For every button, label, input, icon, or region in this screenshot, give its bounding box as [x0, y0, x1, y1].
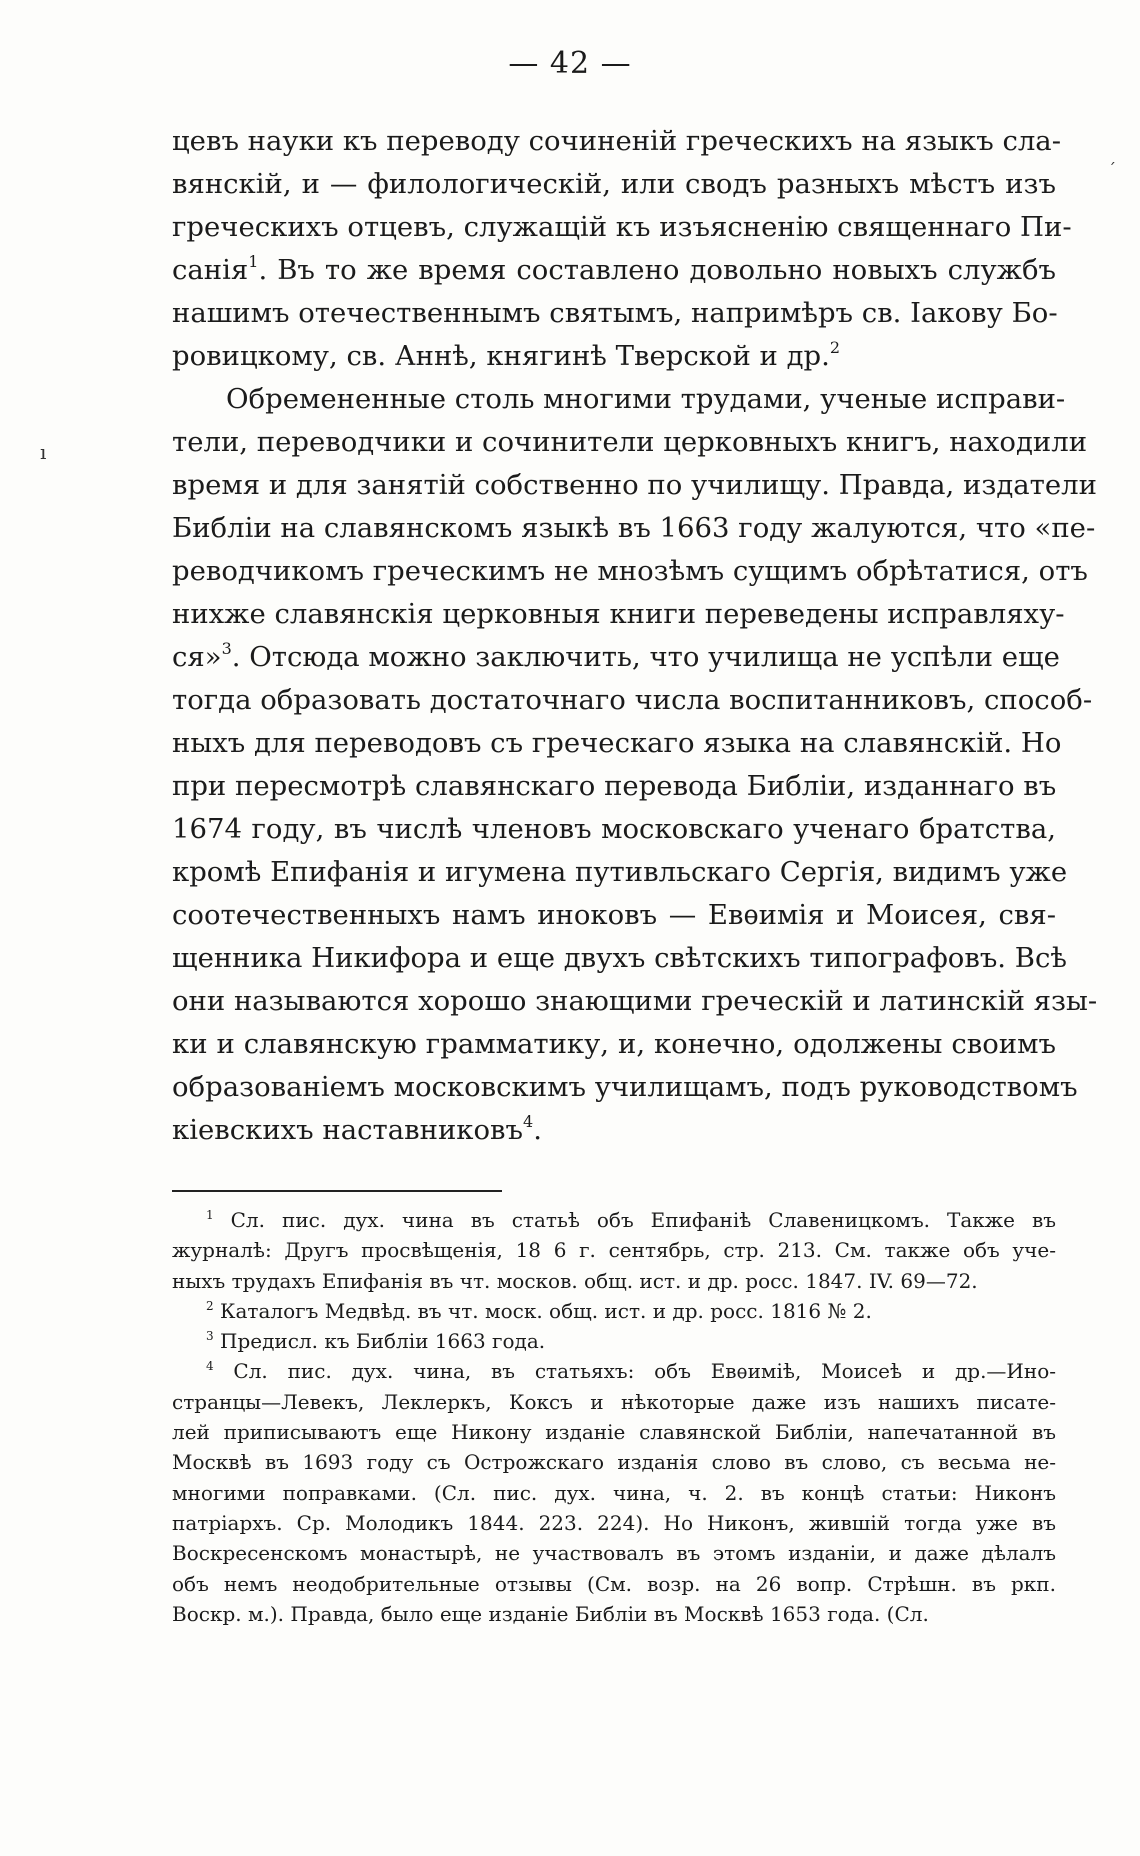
footnote-line-text: Сл. пис. дух. чина, въ статьяхъ: объ Евѳиміѣ, Моисеѣ и др.—Ино- — [213, 1359, 1056, 1384]
body-line — [172, 765, 1056, 808]
body-line-text: 1674 году, въ числѣ членовъ московскаго ученаго братства, — [172, 813, 1056, 845]
footnote-line — [172, 1447, 1056, 1477]
body-line-text: тогда образовать достаточнаго числа воспитанниковъ, способ- — [172, 684, 1093, 716]
footnote-line — [172, 1538, 1056, 1568]
body-line-text: ки и славянскую грамматику, и, конечно, одолжены своимъ — [172, 1028, 1056, 1060]
body-line-text: время и для занятій собственно по училищу. Правда, издатели — [172, 469, 1097, 501]
body-line-text: ся» — [172, 641, 222, 673]
body-line-text: образованіемъ московскимъ училищамъ, подъ руководствомъ — [172, 1071, 1078, 1103]
footnote-line — [172, 1356, 1056, 1386]
body-line — [172, 507, 1096, 550]
body-line — [172, 679, 1093, 722]
body-line-text: кіевскихъ наставниковъ — [172, 1114, 524, 1146]
body-line — [172, 1109, 1056, 1152]
margin-mark: ı — [40, 440, 47, 464]
body-line-text: нихже славянскія церковныя книги переведены исправляху- — [172, 598, 1065, 630]
footnote-separator — [172, 1190, 502, 1192]
body-line-text: нашимъ отечественнымъ святымъ, напримѣръ св. Іакову Бо- — [172, 297, 1058, 329]
body-line-text: . Въ то же время составлено довольно новыхъ службъ — [258, 254, 1056, 286]
footnote-line-text: Предисл. къ Библіи 1663 года. — [213, 1329, 546, 1354]
body-line-text: они называются хорошо знающими греческій и латинскій язы- — [172, 985, 1098, 1017]
body-line — [172, 120, 1061, 163]
body-line — [172, 550, 1088, 593]
footnote-marker: 2 — [206, 1298, 214, 1313]
footnotes — [172, 1205, 1056, 1629]
footnote-marker: 3 — [206, 1329, 214, 1344]
body-line — [172, 378, 1066, 421]
body-line-text: тели, переводчики и сочинители церковныхъ книгъ, находили — [172, 426, 1088, 458]
footnote-line — [172, 1205, 1056, 1235]
body-line-text: . — [533, 1114, 542, 1146]
footnote-line — [172, 1417, 1056, 1447]
footnote-line — [172, 1235, 1056, 1265]
page-number: — 42 — — [508, 46, 632, 81]
body-line — [172, 722, 1062, 765]
body-line — [172, 593, 1065, 636]
body-line-text: щенника Никифора и еще двухъ свѣтскихъ типографовъ. Всѣ — [172, 942, 1067, 974]
body-line-text: кромѣ Епифанія и игумена путивльскаго Сергія, видимъ уже — [172, 856, 1068, 888]
body-line-text: ныхъ для переводовъ съ греческаго языка на славянскій. Но — [172, 727, 1062, 759]
body-line — [172, 163, 1056, 206]
body-line — [172, 894, 1056, 937]
footnote-reference: 3 — [221, 639, 232, 658]
footnote-line — [172, 1387, 1056, 1417]
body-line-text: Библіи на славянскомъ языкѣ въ 1663 году жалуются, что «пе- — [172, 512, 1096, 544]
footnote-line — [172, 1326, 1056, 1356]
body-line-text: санія — [172, 254, 249, 286]
body-line — [172, 335, 1056, 378]
footnote-line-text: ныхъ трудахъ Епифанія въ чт. москов. общ. ист. и др. росс. 1847. IV. 69—72. — [172, 1268, 978, 1293]
body-line — [172, 206, 1072, 249]
body-line — [172, 464, 1097, 507]
footnote-line — [172, 1599, 1056, 1629]
body-line-text: греческихъ отцевъ, служащій къ изъясненію священнаго Пи- — [172, 211, 1072, 243]
footnote-line — [172, 1266, 1056, 1296]
margin-mark: ˊ — [1108, 160, 1116, 179]
footnote-line-text: Сл. пис. дух. чина въ статьѣ объ Епифаніѣ Славеницкомъ. Также въ — [213, 1208, 1056, 1232]
footnote-line-text: объ немъ неодобрительные отзывы (См. возр. на 26 вопр. Стрѣшн. въ ркп. — [172, 1571, 1056, 1596]
footnote-reference: 4 — [523, 1112, 534, 1131]
footnote-line-text: Москвѣ въ 1693 году съ Острожскаго изданія слово въ слово, съ весьма не- — [172, 1450, 1056, 1475]
footnote-line — [172, 1508, 1056, 1538]
body-line-text: вянскій, и — филологическій, или сводъ разныхъ мѣстъ изъ — [172, 168, 1056, 200]
body-line — [172, 980, 1098, 1023]
footnote-reference: 2 — [829, 338, 841, 357]
footnote-marker: 1 — [206, 1208, 214, 1222]
body-line — [172, 1023, 1056, 1066]
body-line — [172, 421, 1088, 464]
body-line — [172, 292, 1056, 335]
body-line — [172, 937, 1067, 980]
footnote-reference: 1 — [248, 252, 259, 271]
footnote-line — [172, 1296, 1056, 1326]
body-line — [172, 851, 1068, 894]
footnote-line — [172, 1478, 1056, 1508]
body-line-text: реводчикомъ греческимъ не мнозѣмъ сущимъ обрѣтатися, отъ — [172, 555, 1088, 587]
body-line-text: цевъ науки къ переводу сочиненій греческихъ на языкъ сла- — [172, 125, 1061, 157]
body-line-text: ровицкому, св. Аннѣ, княгинѣ Тверской и др. — [172, 340, 830, 372]
footnote-line-text: Воскр. м.). Правда, было еще изданіе Библіи въ Москвѣ 1653 года. (Сл. — [172, 1601, 929, 1626]
body-line-text: . Отсюда можно заключить, что училища не успѣли еще — [231, 641, 1060, 673]
footnote-line-text: лей приписываютъ еще Никону изданіе славянской Библіи, напечатанной въ — [172, 1420, 1056, 1445]
body-line — [172, 808, 1056, 851]
footnote-line-text: Воскресенскомъ монастырѣ, не участвовалъ въ этомъ изданіи, и даже дѣлалъ — [172, 1541, 1056, 1566]
body-line-text: соотечественныхъ намъ иноковъ — Евѳимія и Моисея, свя- — [172, 899, 1056, 931]
footnote-marker: 4 — [206, 1359, 214, 1374]
body-line — [172, 249, 1056, 292]
footnote-line-text: патріархъ. Ср. Молодикъ 1844. 223. 224). Но Никонъ, жившій тогда уже въ — [172, 1510, 1056, 1535]
footnote-line — [172, 1569, 1056, 1599]
footnote-line-text: журналѣ: Другъ просвѣщенія, 18 6 г. сентябрь, стр. 213. См. также объ уче- — [172, 1238, 1056, 1263]
footnote-line-text: многими поправками. (Сл. пис. дух. чина, ч. 2. въ концѣ статьи: Никонъ — [172, 1480, 1056, 1505]
body-line — [172, 636, 1060, 679]
body-line-text: Обремененные столь многими трудами, ученые исправи- — [226, 383, 1066, 415]
main-text — [172, 120, 1098, 1152]
footnote-line-text: Каталогъ Медвѣд. въ чт. моск. общ. ист. и др. росс. 1816 № 2. — [213, 1298, 872, 1323]
footnote-line-text: странцы—Левекъ, Леклеркъ, Коксъ и нѣкоторые даже изъ нашихъ писате- — [172, 1389, 1056, 1414]
body-line — [172, 1066, 1078, 1109]
body-line-text: при пересмотрѣ славянскаго перевода Библіи, изданнаго въ — [172, 770, 1057, 802]
